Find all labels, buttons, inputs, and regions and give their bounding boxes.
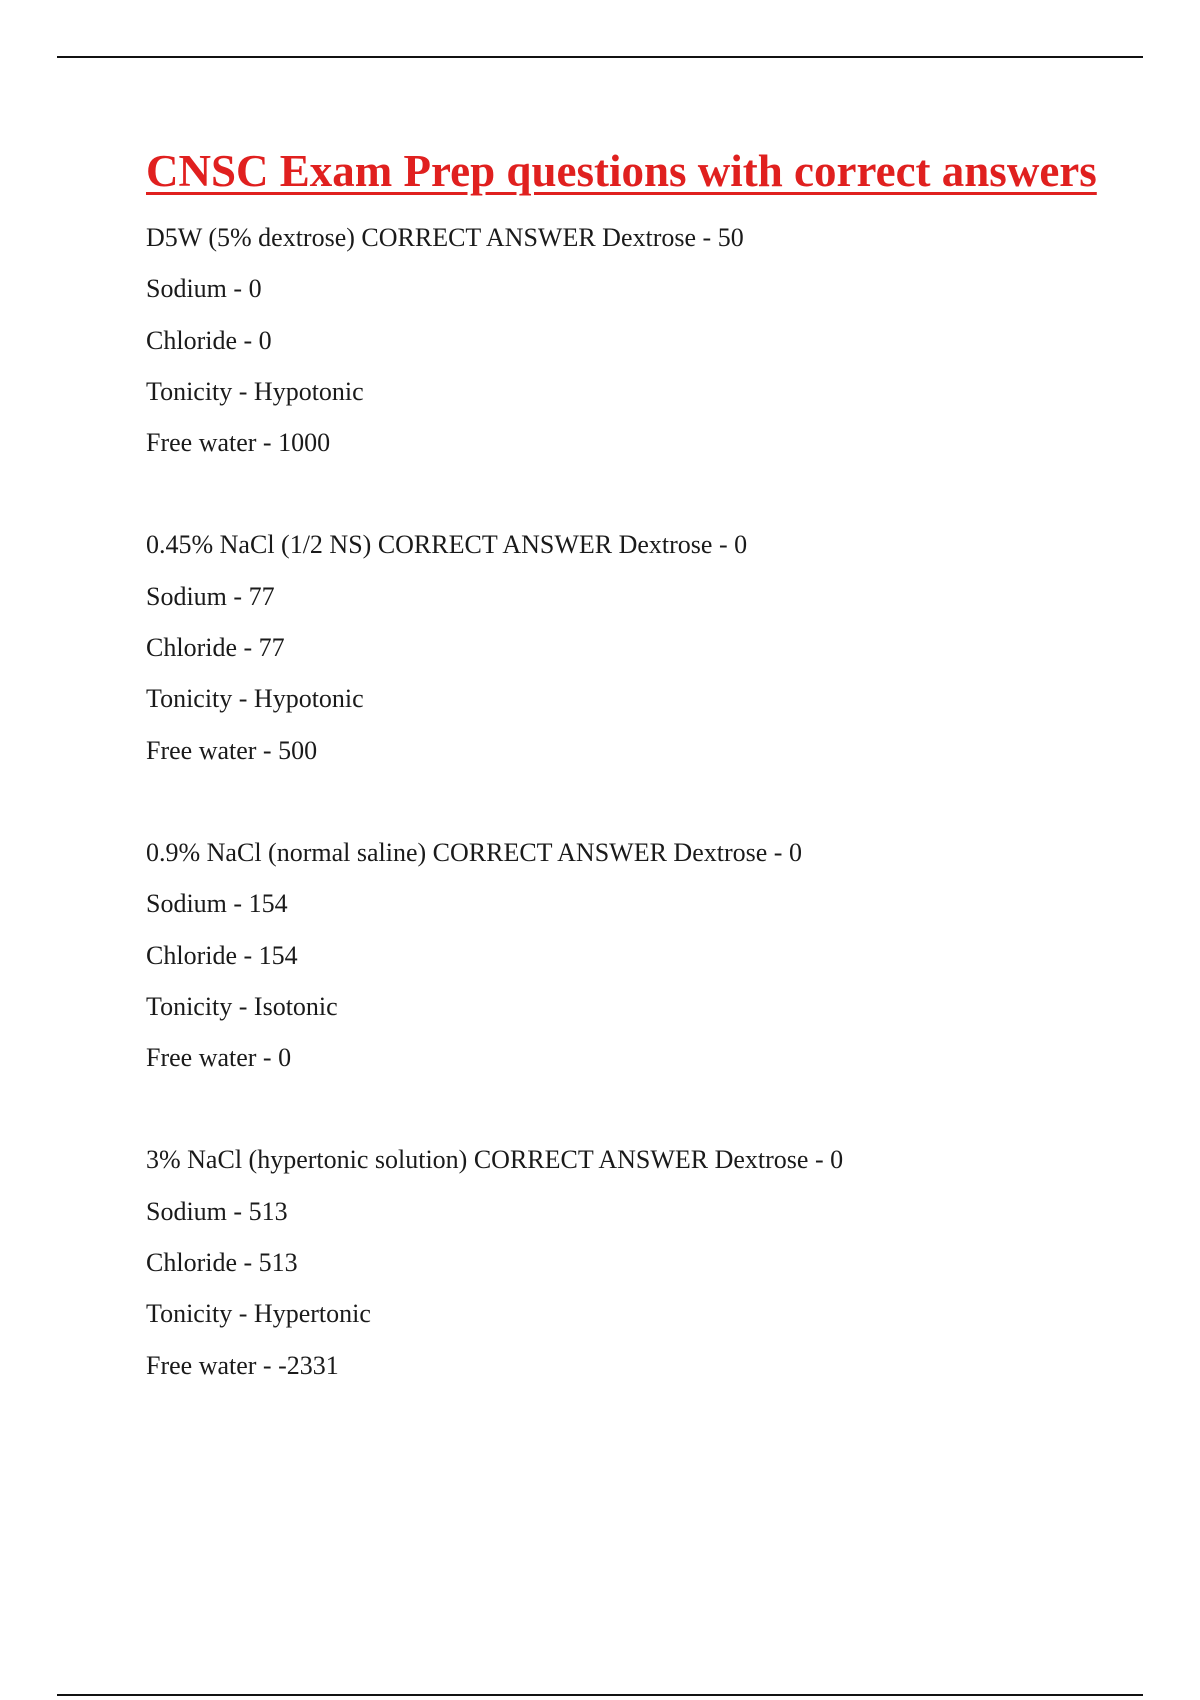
answer-line: Sodium - 513 bbox=[146, 1196, 288, 1226]
answer-line: Chloride - 513 bbox=[146, 1248, 298, 1278]
answer-line: Tonicity - Isotonic bbox=[146, 991, 338, 1021]
question-line: D5W (5% dextrose) CORRECT ANSWER Dextrose - 50 bbox=[146, 223, 744, 252]
answer-line: Sodium - 77 bbox=[146, 581, 275, 611]
answer-line: Chloride - 154 bbox=[146, 940, 298, 970]
question-line: 0.45% NaCl (1/2 NS) CORRECT ANSWER Dextrose - 0 bbox=[146, 530, 748, 560]
qa-entry bbox=[146, 827, 1146, 1083]
answer-line: Tonicity - Hypotonic bbox=[146, 684, 364, 714]
answer-line: Tonicity - Hypotonic bbox=[146, 376, 364, 406]
header-divider bbox=[57, 56, 1143, 58]
answer-line: Free water - 1000 bbox=[146, 428, 331, 458]
answer-line: Free water - -2331 bbox=[146, 1350, 339, 1380]
document-body bbox=[146, 142, 1146, 1442]
question-line: 0.9% NaCl (normal saline) CORRECT ANSWER Dextrose - 0 bbox=[146, 837, 802, 867]
question-line: 3% NaCl (hypertonic solution) CORRECT ANSWER Dextrose - 0 bbox=[146, 1145, 844, 1175]
answer-line: Tonicity - Hypertonic bbox=[146, 1299, 371, 1329]
qa-entry bbox=[146, 1134, 1146, 1390]
answer-line: Chloride - 0 bbox=[146, 325, 272, 355]
qa-entry bbox=[146, 519, 1146, 775]
answer-line: Sodium - 0 bbox=[146, 274, 262, 304]
answer-line: Chloride - 77 bbox=[146, 633, 285, 663]
answer-line: Free water - 0 bbox=[146, 1043, 292, 1073]
answer-line: Sodium - 154 bbox=[146, 889, 288, 919]
qa-entry bbox=[146, 212, 1146, 468]
document-title: CNSC Exam Prep questions with correct answers bbox=[146, 146, 1097, 196]
answer-line: Free water - 500 bbox=[146, 735, 318, 765]
footer-divider bbox=[57, 1694, 1143, 1696]
